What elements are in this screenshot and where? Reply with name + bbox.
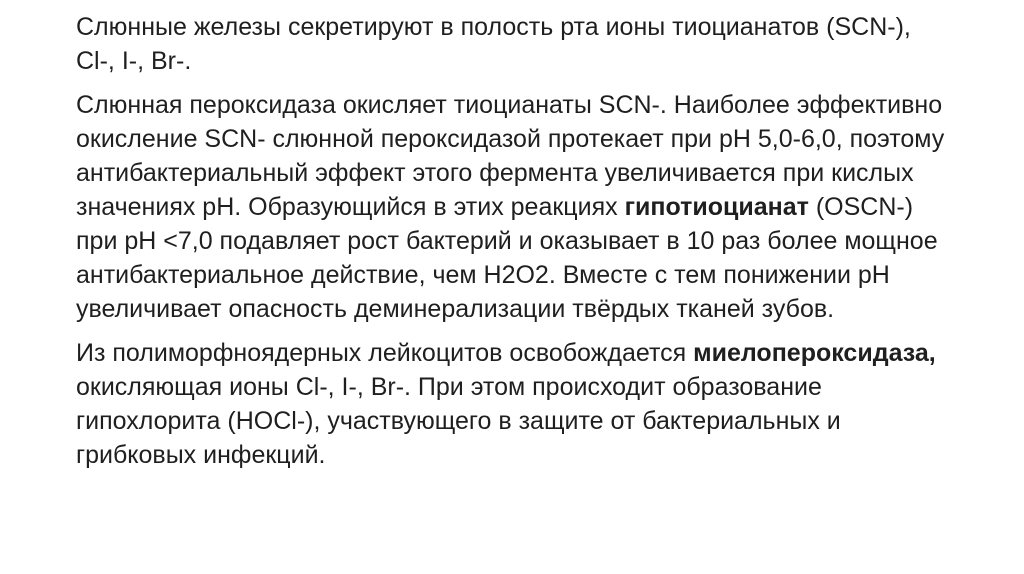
term-myeloperoxidase: миелопероксидаза, xyxy=(693,339,936,367)
slide-body xyxy=(76,10,956,482)
paragraph-text-before: Слюнная пероксидаза окисляет тиоцианаты SCN-. Наиболее эффективно окисление SCN- слюнной пероксидазой протекает при pH 5,0-6,0, поэтому антибактериальный эффект этого фермента увеличивается при кислых значениях pH. Образующийся в этих реакциях xyxy=(76,91,945,221)
term-hypothiocyanate: гипотиоцианат xyxy=(624,193,809,221)
paragraph-text-before: Из полиморфноядерных лейкоцитов освобождается xyxy=(76,339,694,367)
paragraph-peroxidase xyxy=(76,88,956,326)
paragraph-myeloperoxidase xyxy=(76,336,956,472)
paragraph-text-after: окисляющая ионы Cl-, I-, Br-. При этом происходит образование гипохлорита (HOCl-), участвующего в защите от бактериальных и грибковых инфекций. xyxy=(76,373,841,469)
paragraph-salivary-glands xyxy=(76,10,956,78)
paragraph-text-after: (OSCN-) при pH <7,0 подавляет рост бактерий и оказывает в 10 раз более мощное антибактериальное действие, чем H2O2. Вместе с тем понижении pH увеличивает опасность деминерализации твёрдых тканей зубов. xyxy=(76,193,938,323)
paragraph-text: Слюнные железы секретируют в полость рта ионы тиоцианатов (SCN-), Cl-, I-, Br-. xyxy=(76,13,911,75)
